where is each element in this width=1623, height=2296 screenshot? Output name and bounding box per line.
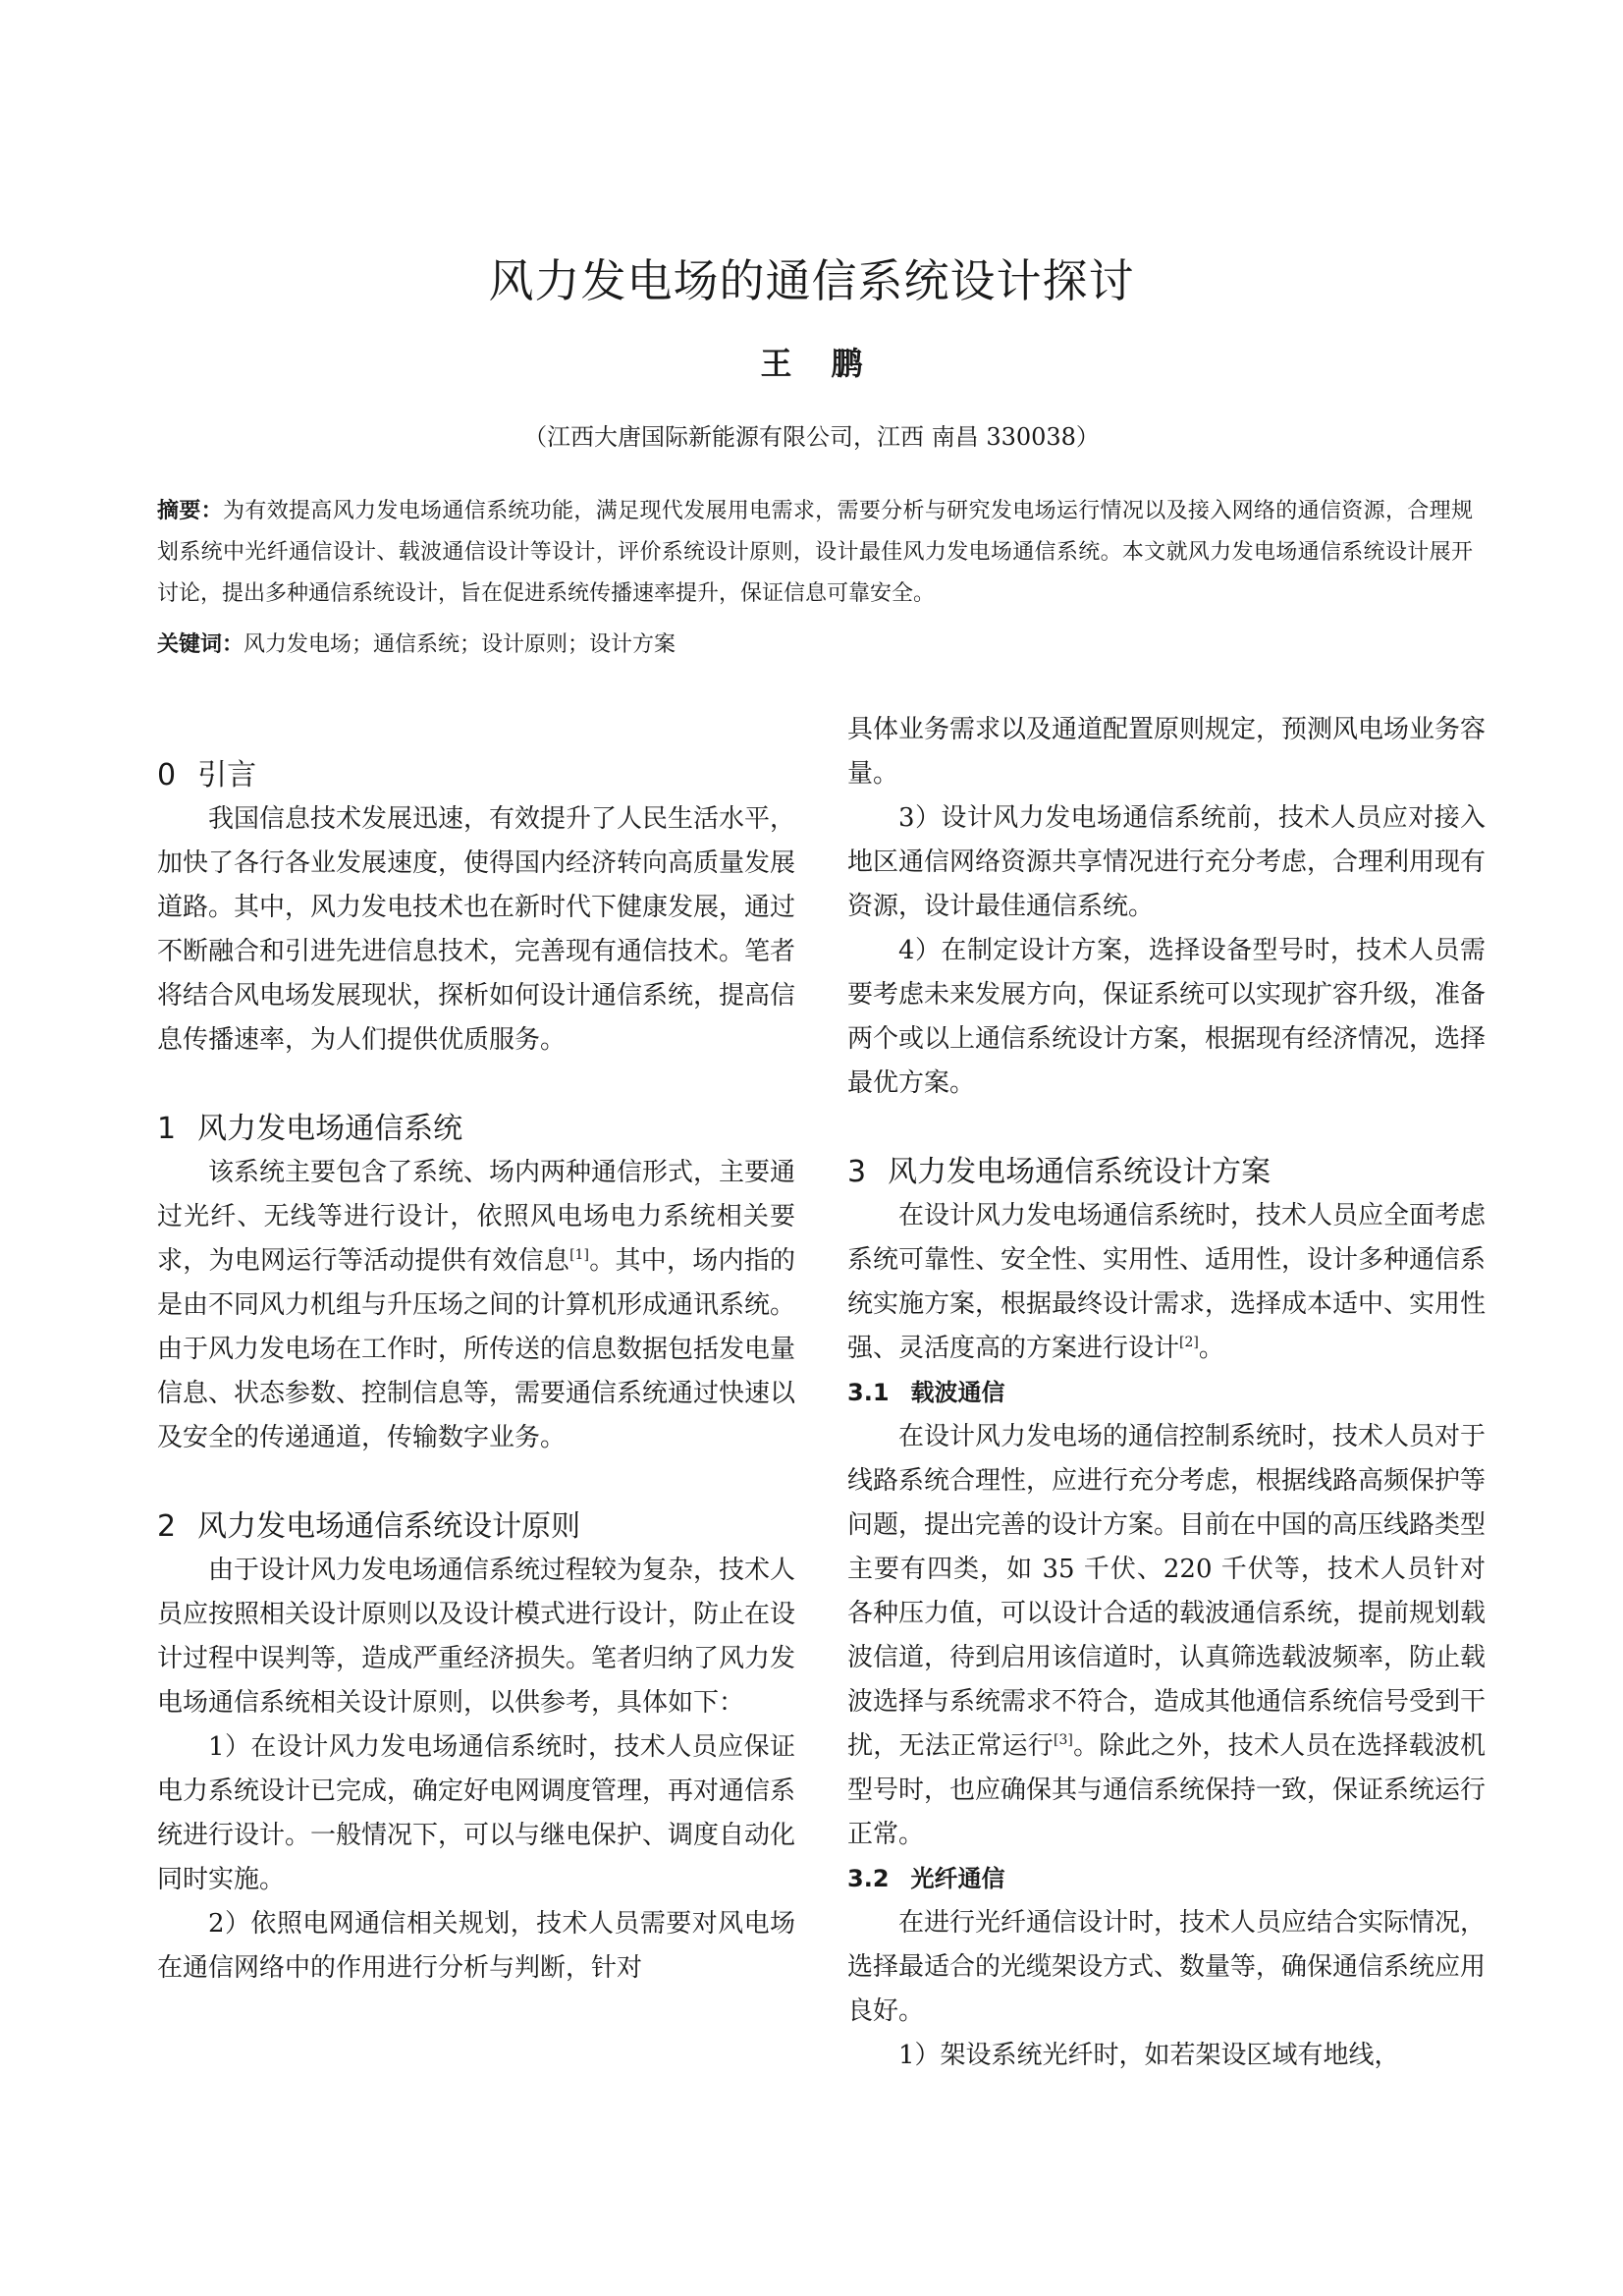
citation-1: [1] (569, 1247, 589, 1263)
keywords (157, 625, 1473, 666)
section-2-item-4: 4）在制定设计方案，选择设备型号时，技术人员需要考虑未来发展方向，保证系统可以实现扩容升级，准备两个或以上通信系统设计方案，根据现有经济情况，选择最优方案。 (847, 936, 1487, 1098)
subsection-3-1-title: 载波通信 (910, 1379, 1005, 1406)
section-2-number: 2 (157, 1509, 177, 1544)
subsection-3-2-paragraph: 在进行光纤通信设计时，技术人员应结合实际情况，选择最适合的光缆架设方式、数量等，确保通信系统应用良好。 (847, 1908, 1487, 2026)
section-0-heading (157, 753, 795, 797)
section-3-text-b: 。 (1198, 1334, 1224, 1363)
section-2-heading (157, 1504, 795, 1549)
subsection-3-1-text-b: 。除此之外，技术人员在选择载波机型号时，也应确保其与通信系统保持一致，保证系统运行正常。 (847, 1731, 1487, 1849)
citation-3: [3] (1054, 1732, 1073, 1748)
citation-2: [2] (1179, 1335, 1199, 1350)
abstract (157, 491, 1473, 615)
section-2-paragraph-intro: 由于设计风力发电场通信系统过程较为复杂，技术人员应按照相关设计原则以及设计模式进行设计，防止在设计过程中误判等，造成严重经济损失。笔者归纳了风力发电场通信系统相关设计原则，以供参考，具体如下： (157, 1556, 796, 1718)
subsection-3-2-title: 光纤通信 (910, 1865, 1005, 1892)
abstract-text: 为有效提高风力发电场通信系统功能，满足现代发展用电需求，需要分析与研究发电场运行情况以及接入网络的通信资源，合理规划系统中光纤通信设计、载波通信设计等设计，评价系统设计原则，设计最佳风力发电场通信系统。本文就风力发电场通信系统设计展开讨论，提出多种通信系统设计，旨在促进系统传播速率提升，保证信息可靠安全。 (157, 499, 1473, 606)
right-column (847, 708, 1486, 2078)
author-name: 王鹏 (760, 345, 902, 382)
section-0-title: 引言 (197, 758, 257, 793)
section-0-number: 0 (157, 758, 177, 793)
section-2-item-2: 2）依照电网通信相关规划，技术人员需要对风电场在通信网络中的作用进行分析与判断，针对 (157, 1909, 795, 1983)
subsection-3-1-text-a: 在设计风力发电场的通信控制系统时，技术人员对于线路系统合理性，应进行充分考虑，根据线路高频保护等问题，提出完善的设计方案。目前在中国的高压线路类型主要有四类，如 35 千伏、220 千伏等，技术人员针对各种压力值，可以设计合适的载波通信系统，提前规划载波信道，待到启用该信道时，认真筛选载波频率，防止载波选择与系统需求不符合，造成其他通信系统信号受到干扰，无法正常运行 (847, 1422, 1487, 1761)
subsection-3-1-paragraph (847, 1415, 1486, 1857)
keywords-text: 风力发电场；通信系统；设计原则；设计方案 (243, 632, 676, 657)
subsection-3-2-heading (847, 1857, 1486, 1901)
section-3-heading (847, 1150, 1486, 1194)
abstract-label: 摘要： (157, 499, 224, 523)
subsection-3-1-heading (847, 1371, 1486, 1415)
section-2-item-2-continued: 具体业务需求以及通道配置原则规定，预测风电场业务容量。 (847, 715, 1487, 789)
section-2-item-3: 3）设计风力发电场通信系统前，技术人员应对接入地区通信网络资源共享情况进行充分考虑，合理利用现有资源，设计最佳通信系统。 (847, 803, 1487, 921)
subsection-3-2-item-1: 1）架设系统光纤时，如若架设区域有地线， (898, 2041, 1400, 2070)
section-3-title: 风力发电场通信系统设计方案 (888, 1155, 1271, 1189)
section-1-text-a: 该系统主要包含了系统、场内两种通信形式，主要通过光纤、无线等进行设计，依照风电场电力系统相关要求，为电网运行等活动提供有效信息 (157, 1158, 796, 1276)
subsection-3-2-number: 3.2 (847, 1865, 890, 1892)
section-2-item-1: 1）在设计风力发电场通信系统时，技术人员应保证电力系统设计已完成，确定好电网调度管理，再对通信系统进行设计。一般情况下，可以与继电保护、调度自动化同时实施。 (157, 1732, 796, 1894)
section-3-text-a: 在设计风力发电场通信系统时，技术人员应全面考虑系统可靠性、安全性、实用性、适用性，设计多种通信系统实施方案，根据最终设计需求，选择成本适中、实用性强、灵活度高的方案进行设计 (847, 1201, 1487, 1363)
section-1-heading (157, 1107, 795, 1151)
section-2-title: 风力发电场通信系统设计原则 (197, 1509, 581, 1544)
paper-title: 风力发电场的通信系统设计探讨 (488, 254, 1135, 307)
left-column (157, 753, 795, 1991)
section-1-paragraph (157, 1151, 795, 1460)
section-1-number: 1 (157, 1112, 177, 1146)
section-3-paragraph (847, 1194, 1486, 1371)
subsection-3-1-number: 3.1 (847, 1379, 890, 1406)
keywords-label: 关键词： (157, 632, 244, 657)
section-0-paragraph: 我国信息技术发展迅速，有效提升了人民生活水平，加快了各行各业发展速度，使得国内经济转向高质量发展道路。其中，风力发电技术也在新时代下健康发展，通过不断融合和引进先进信息技术，完善现有通信技术。笔者将结合风电场发展现状，探析如何设计通信系统，提高信息传播速率，为人们提供优质服务。 (157, 804, 796, 1055)
section-1-title: 风力发电场通信系统 (197, 1112, 463, 1146)
author-affiliation: （江西大唐国际新能源有限公司，江西 南昌 330038） (523, 423, 1100, 451)
section-1-text-b: 。其中，场内指的是由不同风力机组与升压场之间的计算机形成通讯系统。由于风力发电场在工作时，所传送的信息数据包括发电量信息、状态参数、控制信息等，需要通信系统通过快速以及安全的传递通道，传输数字业务。 (157, 1246, 796, 1452)
section-3-number: 3 (847, 1155, 867, 1189)
